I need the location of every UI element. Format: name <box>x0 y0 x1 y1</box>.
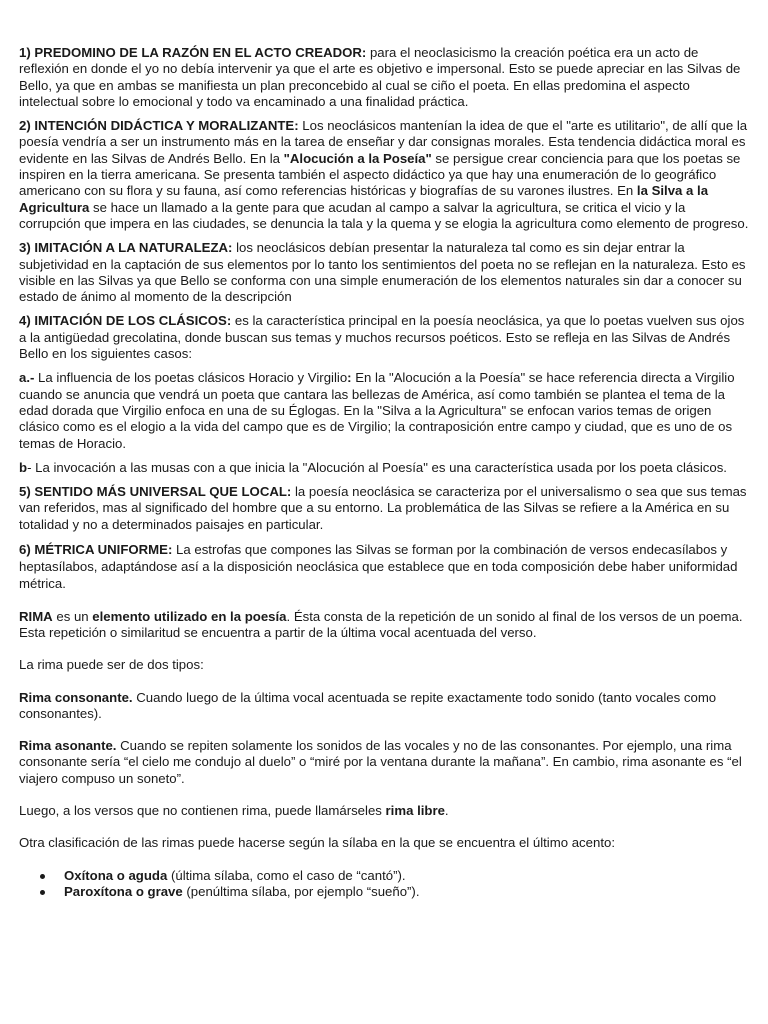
section-text: se hace un llamado a la gente para que acudan al campo a salvar la agricultura, se critica el vicio y la corrupción que impera en las ciudades, se denuncia la tala y la quema y se elogia la agricultura como elemento de progreso. <box>19 199 749 231</box>
rima-term: Rima asonante. <box>19 738 117 754</box>
rima-tipos-intro: La rima puede ser de dos tipos: <box>19 657 204 673</box>
section-text: En la "Alocución a la Poesía" se hace referencia directa a Virgilio cuando se anuncia que vendrá un poeta que cantara las bellezas de América, así como también se plantea el tema de la edad dorada que Virgilio enfoca en una de su Églogas. En la "Silva a la Agricultura" se enfocan varios temas de origen clásico como es el elogio a la vida del campo que es de Virgilio; la contraposición entre campo y ciudad, que es uno de os temas de Horacio. <box>19 370 735 451</box>
section-text: - La invocación a las musas con a que inicia la "Alocución al Poesía" es una característica usada por los poeta clásicos. <box>27 459 727 475</box>
section-heading: a.- <box>19 370 35 386</box>
section-bold-title: "Alocución a la Poseía" <box>283 150 432 166</box>
section-didactica <box>19 118 750 232</box>
rima-term: rima libre <box>385 803 445 818</box>
section-razon <box>19 45 750 110</box>
rima-definition <box>19 609 750 642</box>
rima-consonante <box>19 690 750 723</box>
acento-list <box>19 868 750 901</box>
section-heading: 4) IMITACIÓN DE LOS CLÁSICOS: <box>19 313 232 329</box>
rima-text: Cuando se repiten solamente los sonidos de las vocales y no de las consonantes. Por ejemplo, una rima consonante sería “el cielo me condujo al duelo” o “miré por la ventana durante la mañana”. En cambio, rima asonante es “el viajero compuso un soneto”. <box>19 738 742 786</box>
section-text: La influencia de los poetas clásicos Horacio y Virgilio <box>34 370 348 386</box>
list-item-term: Oxítona o aguda <box>64 867 168 883</box>
section-text: la poesía neoclásica se caracteriza por el universalismo o sea que sus temas van referidos, mas al significado del hombre que a su entorno. La problemática de las Silvas se refiere a la América en su totalidad y no a determinados paisajes en particular. <box>19 484 747 532</box>
section-heading: 3) IMITACIÓN A LA NATURALEZA: <box>19 240 233 256</box>
section-heading: 6) MÉTRICA UNIFORME: <box>19 542 173 558</box>
rima-asonante <box>19 738 750 787</box>
rima-text: . Ésta consta de la repetición de un sonido al final de los versos de un poema. Esta repetición o similaritud se encuentra a partir de la última vocal acentuada del verso. <box>19 608 743 640</box>
section-clasicos <box>19 313 750 362</box>
rima-word: RIMA <box>19 608 53 624</box>
rima-text: es un <box>52 608 93 624</box>
rima-term: Rima consonante. <box>19 689 133 705</box>
section-text: La estrofas que compones las Silvas se forman por la combinación de versos endecasílabos y heptasílabos, adaptándose así a la disposición neoclásica que establece que en toda composición debe haber uniformidad métrica. <box>19 542 738 592</box>
section-bold-title: la Silva a la Agricultura <box>19 183 709 215</box>
rima-text: . <box>444 803 449 818</box>
section-universal <box>19 484 750 533</box>
list-item <box>19 868 750 884</box>
section-text: para el neoclasicismo la creación poética era un acto de reflexión en donde el yo no debía intervenir ya que el arte es objetivo e impersonal. Esto se puede apreciar en las Silvas de Bello, ya que en ambas se manifiesta un plan preconcebido al cual se ciño el poeta. En ellas predomina el aspecto intelectual sobre lo emocional y todo va encaminado a una finalidad práctica. <box>19 45 741 109</box>
section-text: se persigue crear conciencia para que los poetas se inspiren en la tierra americana. Se presenta también el aspecto didáctico ya que hay una enumeración de lo geográfico americano con su flora y su fauna, así como referencias históricas y biografías de su varones ilustres. En <box>19 150 741 199</box>
section-text: es la característica principal en la poesía neoclásica, ya que lo poetas vuelven sus ojos a la antigüedad grecolatina, donde buscan sus temas y muchos recursos poéticos. Esto se refleja en las Silvas de Andrés Bello en los siguientes casos: <box>19 313 745 362</box>
section-clasicos-a <box>19 370 750 451</box>
section-naturaleza <box>19 240 750 305</box>
section-heading: b <box>19 459 28 475</box>
section-clasicos-b <box>19 460 750 476</box>
list-item <box>19 884 750 900</box>
section-heading: 2) INTENCIÓN DIDÁCTICA Y MORALIZANTE: <box>19 118 299 134</box>
clasificacion-intro: Otra clasificación de las rimas puede hacerse según la sílaba en la que se encuentra el último acento: <box>19 835 615 851</box>
section-text: Los neoclásicos mantenían la idea de que el "arte es utilitario", de allí que la poesía vendría a ser un instrumento más en la tarea de enseñar y dar consignas morales. Esta tendencia didáctica moral es evidente en las Silvas de Andrés Bello. En la <box>19 118 748 166</box>
rima-bold: elemento utilizado en la poesía <box>92 608 287 624</box>
rima-text: Cuando luego de la última vocal acentuada se repite exactamente todo sonido (tanto vocales como consonantes). <box>19 689 717 721</box>
section-heading: 1) PREDOMINO DE LA RAZÓN EN EL ACTO CREADOR: <box>19 45 367 60</box>
rima-text: Luego, a los versos que no contienen rima, puede llamárseles <box>19 803 386 818</box>
section-metrica <box>19 541 750 593</box>
list-item-text: (última sílaba, como el caso de “cantó”). <box>167 867 406 883</box>
section-text: los neoclásicos debían presentar la naturaleza tal como es sin dejar entrar la subjetividad en la captación de sus elementos por lo tanto los sentimientos del poeta no se reflejan en la naturaleza. Esto es visible en las Silvas ya que Bello se conforma con una simple enumeración de los elementos naturales sin dar a conocer su estado de ánimo al momento de la descripción <box>19 240 746 305</box>
rima-libre <box>19 803 750 819</box>
section-colon: : <box>347 370 352 386</box>
list-item-term: Paroxítona o grave <box>64 883 183 899</box>
list-item-text: (penúltima sílaba, por ejemplo “sueño”). <box>182 883 420 899</box>
section-heading: 5) SENTIDO MÁS UNIVERSAL QUE LOCAL: <box>19 484 292 500</box>
